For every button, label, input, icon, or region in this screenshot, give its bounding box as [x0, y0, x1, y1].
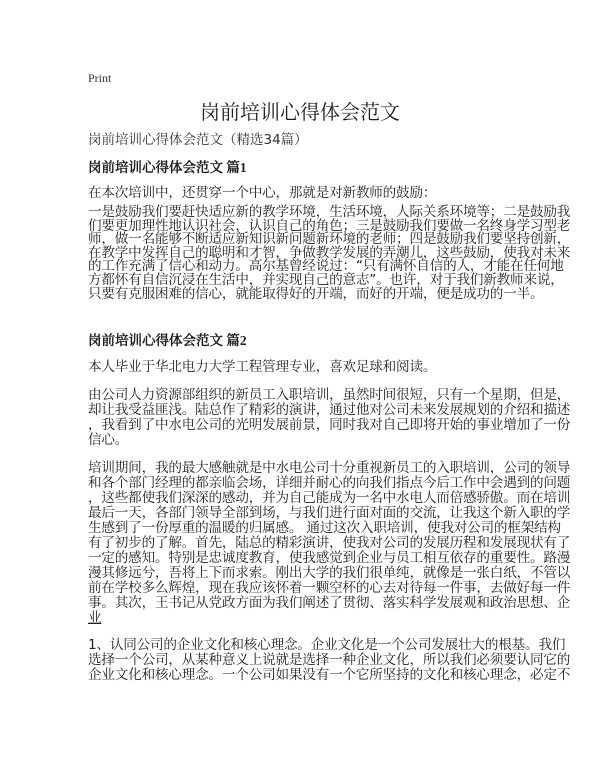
document-subtitle: 岗前培训心得体会范文（精选34篇）: [88, 132, 308, 148]
text-line: 生感到了一份厚重的温暖的归属感。 通过这次入职培训，使我对公司的框架结构: [88, 520, 561, 536]
text-line: 方都怀有自信沉浸在生活中，并实现自己的意志”。也许，对于我们新教师来说，: [88, 271, 564, 288]
text-line: ，这些都使我们深深的感动，并为自己能成为一名中水电人而倍感骄傲。而在培训: [88, 490, 571, 506]
text-line: 1、认同公司的企业文化和核心理念。企业文化是一个公司发展壮大的根基。我们: [88, 637, 566, 653]
text-line: 本人毕业于华北电力大学工程管理专业，喜欢足球和阅读。: [88, 359, 437, 375]
paragraph-5: [88, 460, 571, 626]
text-line: 只要有克服困难的信心，就能取得好的开端，而好的开端，便是成功的一半。: [88, 285, 544, 302]
text-line-link[interactable]: 业: [88, 610, 102, 626]
paragraph-2: [88, 204, 571, 302]
text-line: 事。其次，王书记从党政方面为我们阐述了贯彻、落实科学发展观和政治思想、企: [88, 595, 571, 611]
section-heading-2: 岗前培训心得体会范文 篇2: [88, 333, 247, 348]
text-line: 有了初步的了解。首先，陆总的精彩演讲，使我对公司的发展历程和发展现状有了: [88, 535, 571, 551]
paragraph-4: [88, 387, 571, 448]
text-line: 一定的感知。特别是忠诚度教育，使我感觉到企业与员工相互依存的重要性。路漫: [88, 550, 571, 566]
text-line: 和各个部门经理的都亲临会场，详细并耐心的向我们指点今后工作中会遇到的问题: [88, 475, 571, 491]
text-line: 一是鼓励我们要赶快适应新的教学环境，生活环境，人际关系环境等；二是鼓励我: [88, 204, 571, 220]
text-line: 们要更加理性地认识社会，认识自己的角色；三是鼓励我们要做一名终身学习型老: [88, 217, 571, 234]
text-line: 企业文化和核心理念。一个公司如果没有一个它所坚持的文化和核心理念，必定不: [88, 667, 571, 683]
text-line: 却让我受益匪浅。陆总作了精彩的演讲，通过他对公司未来发展规划的介绍和描述: [88, 402, 571, 418]
text-line: 信心。: [88, 432, 129, 448]
text-line: 漫其修远兮，吾将上下而求索。刚出大学的我们很单纯，就像是一张白纸，不管以: [88, 565, 571, 581]
section-heading-1: 岗前培训心得体会范文 篇1: [88, 160, 247, 175]
paragraph-1: [88, 186, 528, 201]
text-line: 前在学校多么辉煌，现在我应该怀着一颗空杯的心去对待每一件事，去做好每一件: [88, 580, 571, 596]
text-line: ，我看到了中水电公司的光明发展前景，同时我对自己即将开始的事业增加了一份: [88, 417, 571, 433]
paragraph-3: [88, 360, 528, 375]
print-link[interactable]: Print: [88, 71, 112, 85]
text-line: 由公司人力资源部组织的新员工入职培训，虽然时间很短，只有一个星期，但是，: [88, 387, 571, 403]
text-line: 最后一天，各部门领导全部到场，与我们进行面对面的交流，让我这个新入职的学: [88, 505, 571, 521]
text-line: 的工作充满了信心和动力。高尔基曾经说过：“只有满怀自信的人，才能在任何地: [88, 258, 564, 275]
page-title: 岗前培训心得体会范文: [200, 100, 400, 124]
text-line: 在本次培训中，还贯穿一个中心，那就是对新教师的鼓励：: [88, 185, 437, 201]
text-line: 师，做一名能够不断适应新知识新问题新环境的老师；四是鼓励我们要坚持创新，: [88, 231, 571, 248]
text-line: 在教学中发挥自己的聪明和才智，争做教学发展的弄潮儿，这些鼓励，使我对未来: [88, 244, 571, 261]
text-line: 选择一个公司，从某种意义上说就是选择一种企业文化，所以我们必须要认同它的: [88, 652, 571, 668]
text-line: 培训期间，我的最大感触就是中水电公司十分重视新员工的入职培训，公司的领导: [88, 460, 571, 476]
paragraph-6: [88, 637, 571, 683]
